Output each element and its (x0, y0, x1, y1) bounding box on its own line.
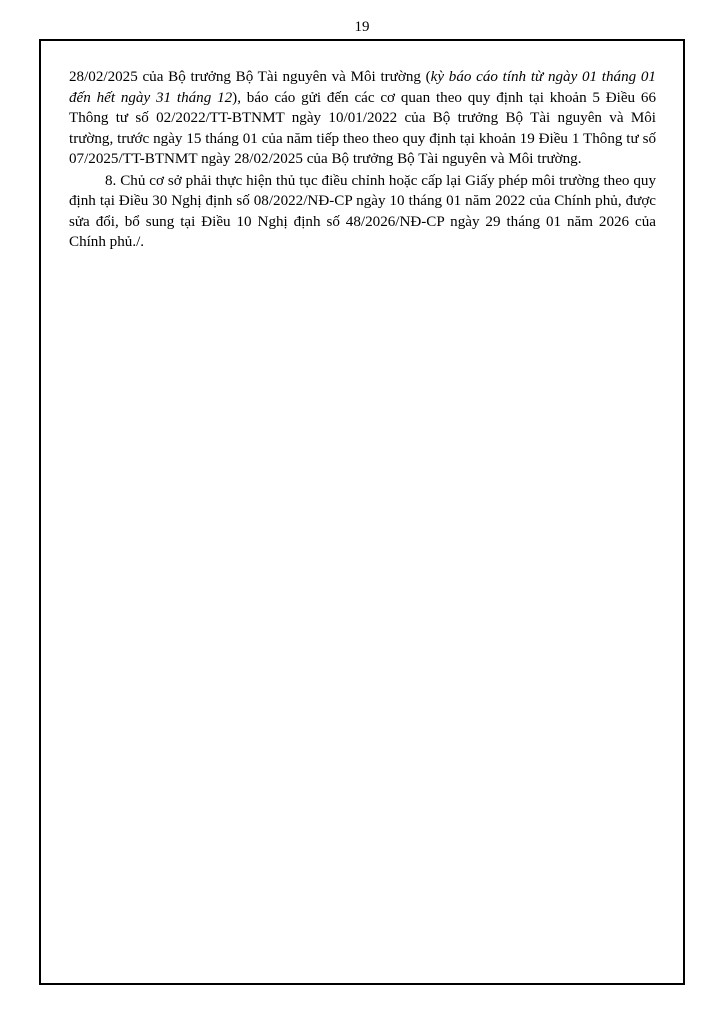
reporting-paragraph-text-2: ), báo cáo gửi đến các cơ quan theo quy định tại khoản 5 Điều 66 Thông tư số 02/2022/TT-BTNMT ngày 10/01/2022 của Bộ trưởng Bộ Tài nguyên và Môi trường, trước ngày 15 tháng 01 của năm tiếp theo theo quy định tại khoản 19 Điều 1 Thông tư số 07/2025/TT-BTNMT ngày 28/02/2025 của Bộ trưởng Bộ Tài nguyên và Môi trường. (69, 89, 657, 167)
reporting-paragraph-text-1: 28/02/2025 của Bộ trưởng Bộ Tài nguyên và Môi trường ( (69, 69, 431, 85)
reporting-paragraph (69, 67, 656, 170)
reporting-period-note: kỳ báo cáo tính từ ngày 01 tháng 01 đến hết ngày 31 tháng 12 (69, 69, 656, 106)
item-8-paragraph: 8. Chủ cơ sở phải thực hiện thủ tục điều chỉnh hoặc cấp lại Giấy phép môi trường theo quy định tại Điều 30 Nghị định số 08/2022/NĐ-CP ngày 10 tháng 01 năm 2022 của Chính phủ, được sửa đổi, bổ sung tại Điều 10 Nghị định số 48/2026/NĐ-CP ngày 29 tháng 01 năm 2026 của Chính phủ./. (69, 172, 656, 250)
document-body (69, 67, 656, 253)
page-number: 19 (354, 19, 370, 35)
